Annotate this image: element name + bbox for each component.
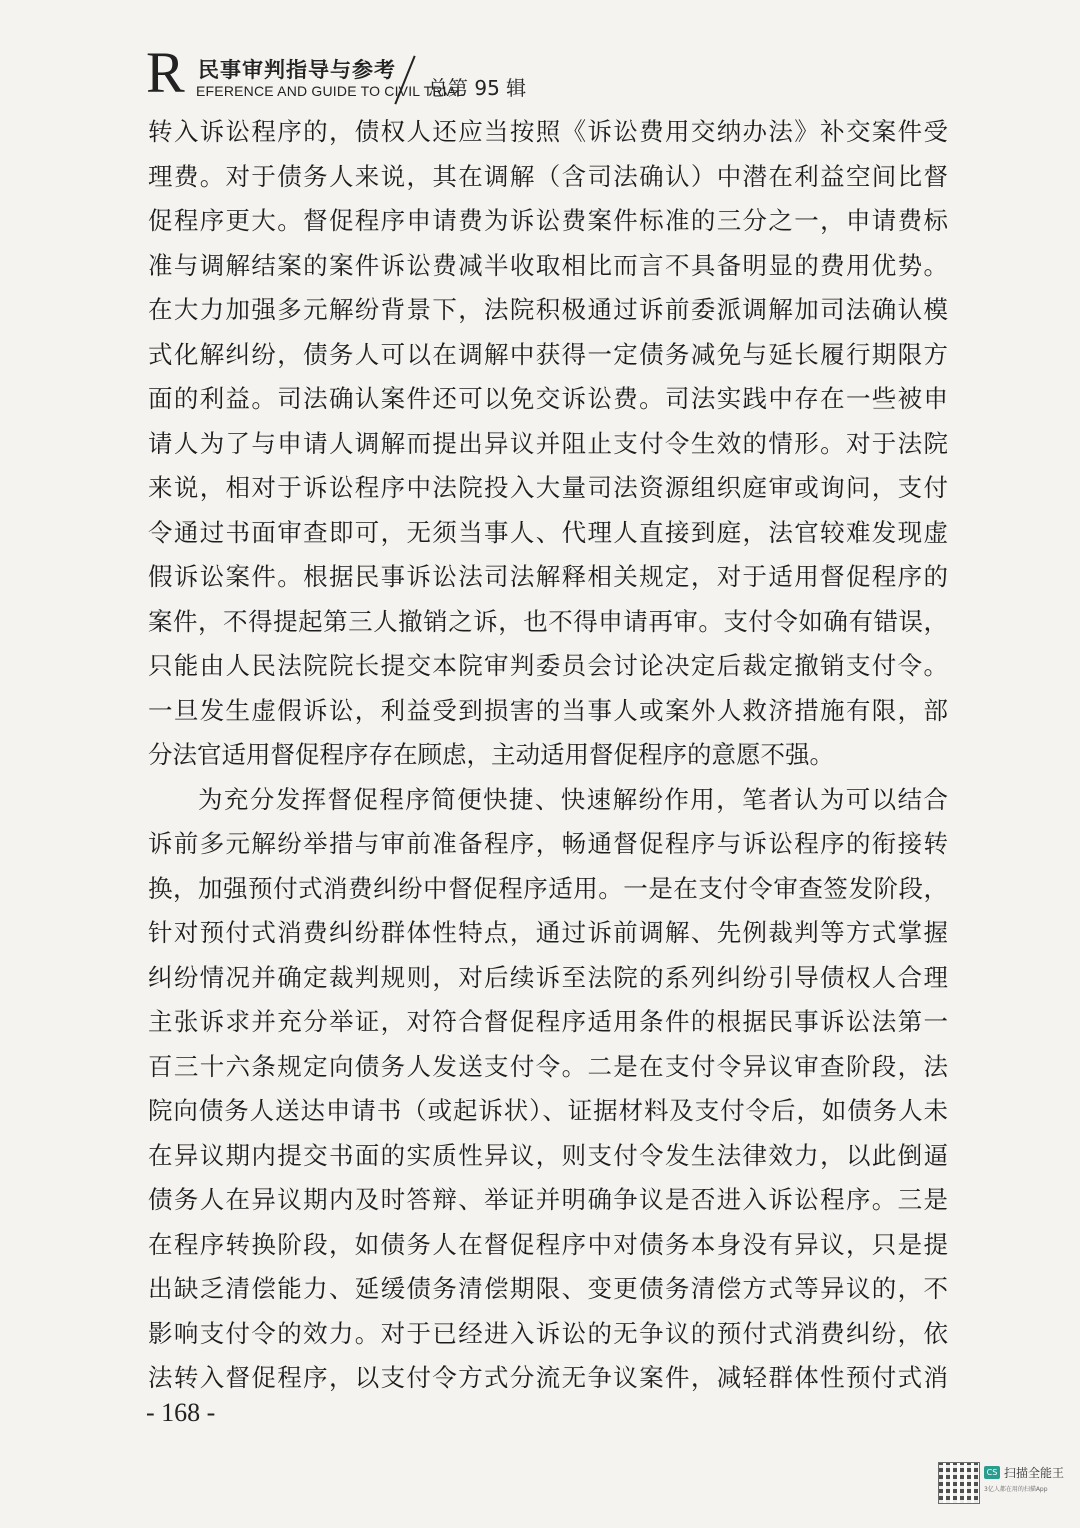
running-header <box>146 40 566 110</box>
paragraph-start-line: 为充分发挥督促程序简便快捷、快速解纷作用，笔者认为可以结合 <box>198 784 948 814</box>
journal-initial: R <box>146 40 185 105</box>
text-line: 针对预付式消费纠纷群体性特点，通过诉前调解、先例裁判等方式掌握 <box>148 918 948 947</box>
watermark-tagline: 3亿人都在用的扫描App <box>984 1486 1048 1493</box>
text-line: 理费。对于债务人来说，其在调解（含司法确认）中潜在利益空间比督 <box>148 161 948 191</box>
text-line: 令通过书面审查即可，无须当事人、代理人直接到庭，法官较难发现虚 <box>148 517 948 547</box>
text-line: 请人为了与申请人调解而提出异议并阻止支付令生效的情形。对于法院 <box>148 428 948 458</box>
text-line: 案件，不得提起第三人撤销之诉，也不得申请再审。支付令如确有错误， <box>148 606 948 636</box>
text-line: 促程序更大。督促程序申请费为诉讼费案件标准的三分之一，申请费标 <box>148 206 948 235</box>
watermark-brand: 扫描全能王 <box>1004 1466 1065 1480</box>
text-line: 法转入督促程序，以支付令方式分流无争议案件，减轻群体性预付式消 <box>148 1363 948 1392</box>
text-line: 在程序转换阶段，如债务人在督促程序中对债务本身没有异议，只是提 <box>148 1229 948 1259</box>
camscanner-logo-icon: CS <box>984 1466 1000 1479</box>
text-line: 转入诉讼程序的，债权人还应当按照《诉讼费用交纳办法》补交案件受 <box>148 117 948 146</box>
text-line: 面的利益。司法确认案件还可以免交诉讼费。司法实践中存在一些被申 <box>148 384 948 413</box>
body-text <box>148 110 948 1401</box>
journal-title-en: EFERENCE AND GUIDE TO CIVIL TRIAL <box>196 83 465 99</box>
issue-number: 总第 95 辑 <box>428 76 527 100</box>
text-line: 影响支付令的效力。对于已经进入诉讼的无争议的预付式消费纠纷，依 <box>148 1318 948 1348</box>
text-line: 准与调解结案的案件诉讼费减半收取相比而言不具备明显的费用优势。 <box>148 250 948 280</box>
text-line: 纠纷情况并确定裁判规则，对后续诉至法院的系列纠纷引导债权人合理 <box>148 962 948 992</box>
text-line: 来说，相对于诉讼程序中法院投入大量司法资源组织庭审或询问，支付 <box>148 473 948 502</box>
text-line: 债务人在异议期内及时答辩、举证并明确争议是否进入诉讼程序。三是 <box>148 1185 948 1214</box>
text-line: 在大力加强多元解纷背景下，法院积极通过诉前委派调解加司法确认模 <box>148 295 948 324</box>
text-line: 换，加强预付式消费纠纷中督促程序适用。一是在支付令审查签发阶段， <box>148 873 948 903</box>
text-line: 院向债务人送达申请书（或起诉状）、证据材料及支付令后，如债务人未 <box>148 1096 948 1125</box>
text-line: 百三十六条规定向债务人发送支付令。二是在支付令异议审查阶段，法 <box>148 1051 948 1081</box>
qr-code-icon <box>938 1462 980 1504</box>
text-line: 一旦发生虚假诉讼，利益受到损害的当事人或案外人救济措施有限，部 <box>148 695 948 725</box>
text-line: 在异议期内提交书面的实质性异议，则支付令发生法律效力，以此倒逼 <box>148 1140 948 1170</box>
text-line: 诉前多元解纷举措与审前准备程序，畅通督促程序与诉讼程序的衔接转 <box>148 829 948 858</box>
journal-title-cn: 民事审判指导与参考 <box>198 58 396 82</box>
text-line: 主张诉求并充分举证，对符合督促程序适用条件的根据民事诉讼法第一 <box>148 1007 948 1036</box>
text-line: 出缺乏清偿能力、延缓债务清偿期限、变更债务清偿方式等异议的，不 <box>148 1274 948 1303</box>
text-line: 式化解纠纷，债务人可以在调解中获得一定债务减免与延长履行期限方 <box>148 339 948 369</box>
paragraph-end-line: 分法官适用督促程序存在顾虑，主动适用督促程序的意愿不强。 <box>148 740 834 769</box>
scanner-watermark <box>938 1462 1070 1508</box>
text-line: 假诉讼案件。根据民事诉讼法司法解释相关规定，对于适用督促程序的 <box>148 562 948 591</box>
text-line: 只能由人民法院院长提交本院审判委员会讨论决定后裁定撤销支付令。 <box>148 651 948 680</box>
page-number: - 168 - <box>146 1398 216 1427</box>
